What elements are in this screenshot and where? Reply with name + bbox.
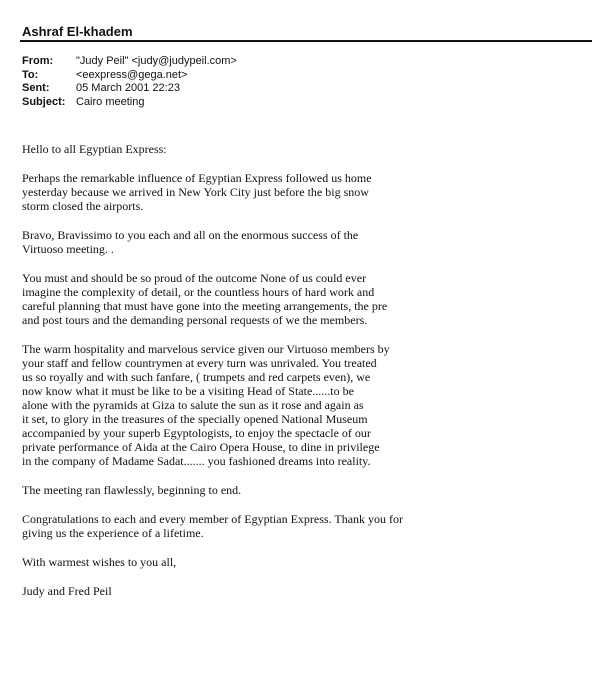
paragraph-6: Congratulations to each and every member of Egyptian Express. Thank you for giving us the experience of a lifetime.	[22, 512, 404, 540]
header-rule	[20, 40, 592, 42]
greeting: Hello to all Egyptian Express:	[22, 142, 167, 156]
paragraph-5: The meeting ran flawlessly, beginning to end.	[22, 483, 242, 497]
sent-row	[22, 82, 237, 96]
closing: With warmest wishes to you all,	[22, 555, 177, 569]
to-value: <eexpress@gega.net>	[76, 68, 188, 81]
email-headers	[22, 55, 237, 109]
signature: Judy and Fred Peil	[22, 584, 112, 598]
paragraph-4: The warm hospitality and marvelous service given our Virtuoso members by your staff and fellow countrymen at every turn was unrivaled. You treated us so royally and with such fanfare, ( trumpets and red carpets even), we now know what it must be like to be a visiting Head of State......to be alone with the pyramids at Giza to salute the sun as it rose and again as it set, to glory in the treasures of the specially opened National Museum accompanied by your superb Egyptologists, to enjoy the spectacle of our private performance of Aida at the Cairo Opera House, to dine in privilege in the company of Madame Sadat....... you fashioned dreams into reality.	[22, 342, 390, 468]
subject-label: Subject:	[22, 95, 66, 108]
paragraph-2: Bravo, Bravissimo to you each and all on the enormous success of the Virtuoso meeting. .	[22, 228, 359, 256]
sent-label: Sent:	[22, 82, 50, 95]
mailbox-owner-name: Ashraf El-khadem	[22, 24, 133, 39]
email-body	[22, 142, 422, 598]
from-value: "Judy Peil" <judy@judypeil.com>	[76, 55, 237, 67]
to-label: To:	[22, 68, 39, 81]
sent-value: 05 March 2001 22:23	[76, 82, 180, 95]
from-row	[22, 55, 237, 69]
subject-row	[22, 96, 237, 110]
paragraph-1: Perhaps the remarkable influence of Egyptian Express followed us home yesterday because we arrived in New York City just before the big snow storm closed the airports.	[22, 171, 372, 213]
paragraph-3: You must and should be so proud of the outcome None of us could ever imagine the complexity of detail, or the countless hours of hard work and careful planning that must have gone into the meeting arrangements, the pre and post tours and the demanding personal requests of we the members.	[22, 271, 388, 327]
from-label: From:	[22, 55, 54, 67]
subject-value: Cairo meeting	[76, 95, 145, 108]
to-row	[22, 69, 237, 83]
